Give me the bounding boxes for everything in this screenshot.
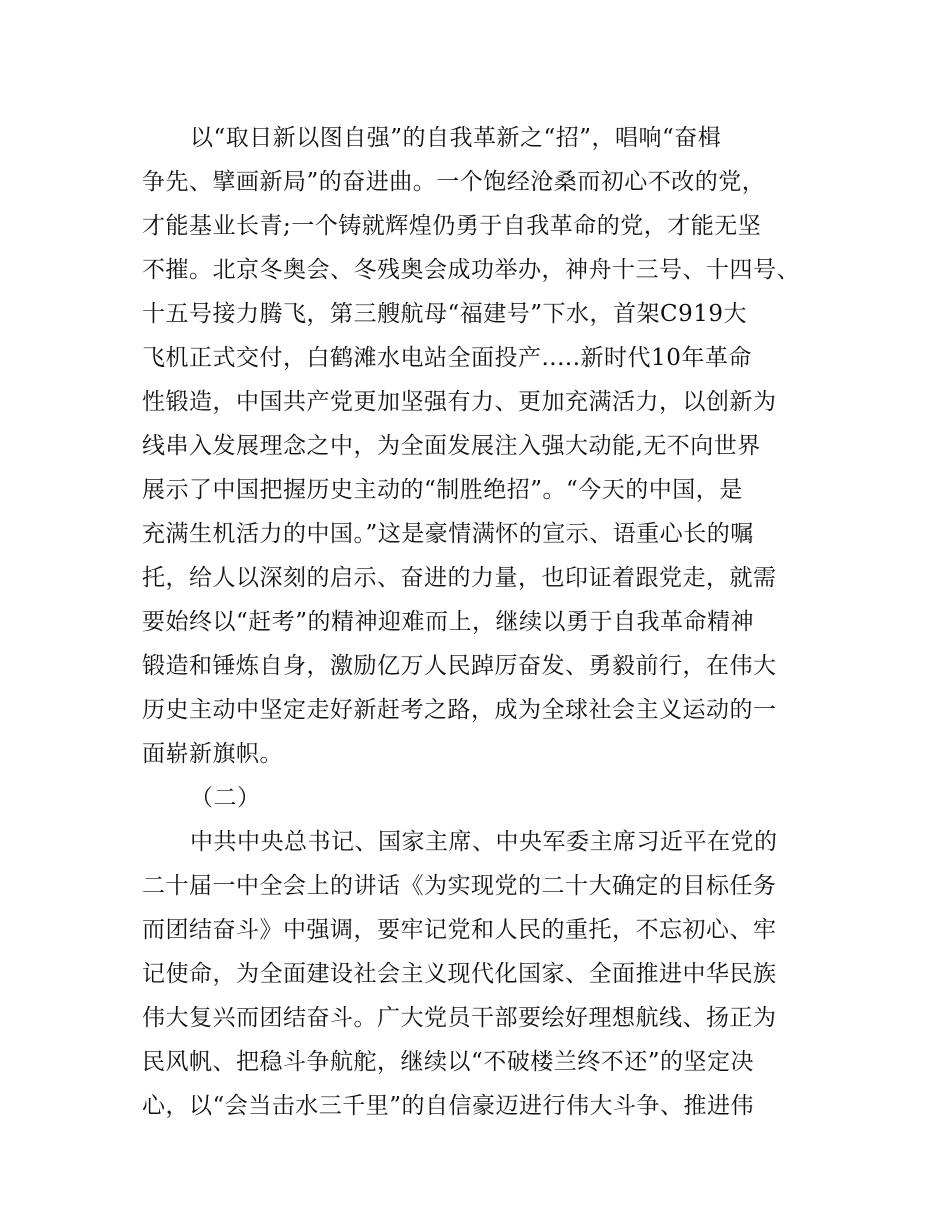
text-line: 面崭新旗帜。 bbox=[142, 741, 283, 767]
text-line: 伟大复兴而团结奋斗。广大党员干部要绘好理想航线、扬正为 bbox=[142, 1005, 777, 1031]
text-line: 记使命，为全面建设社会主义现代化国家、全面推进中华民族 bbox=[142, 961, 777, 987]
text-line: 不摧。北京冬奥会、冬残奥会成功举办，神舟十三号、十四号、 bbox=[142, 257, 800, 283]
text-line: 线串入发展理念之中，为全面发展注入强大动能,无不向世界 bbox=[142, 433, 761, 459]
text-line: 充满生机活力的中国。”这是豪情满怀的宣示、语重心长的嘱 bbox=[142, 521, 754, 547]
text-line: 性锻造，中国共产党更加坚强有力、更加充满活力，以创新为 bbox=[142, 389, 777, 415]
text-line: 争先、擘画新局”的奋进曲。一个饱经沧桑而初心不改的党， bbox=[142, 169, 766, 195]
text-line: 托，给人以深刻的启示、奋进的力量，也印证着跟党走，就需 bbox=[142, 565, 777, 591]
text-line: 锻造和锤炼自身，激励亿万人民踔厉奋发、勇毅前行，在伟大 bbox=[142, 653, 777, 679]
section-heading-block bbox=[142, 776, 822, 820]
text-line: 飞机正式交付，白鹤滩水电站全面投产.....新时代10年革命 bbox=[142, 345, 752, 371]
paragraph-1 bbox=[142, 116, 822, 776]
text-line: 而团结奋斗》中强调，要牢记党和人民的重托，不忘初心、牢 bbox=[142, 917, 777, 943]
text-line: 以“取日新以图自强”的自我革新之“招”，唱响“奋楫 bbox=[190, 125, 722, 151]
text-line: 十五号接力腾飞，第三艘航母“福建号”下水，首架C919大 bbox=[142, 301, 748, 327]
text-line: 民风帆、把稳斗争航舵，继续以“不破楼兰终不还”的坚定决 bbox=[142, 1049, 755, 1075]
document-body bbox=[142, 116, 822, 1128]
text-line: 要始终以“赶考”的精神迎难而上，继续以勇于自我革命精神 bbox=[142, 609, 755, 635]
text-line: 心，以“会当击水三千里”的自信豪迈进行伟大斗争、推进伟 bbox=[142, 1093, 755, 1119]
text-line: 二十届一中全会上的讲话《为实现党的二十大确定的目标任务 bbox=[142, 873, 777, 899]
text-line: 历史主动中坚定走好新赶考之路，成为全球社会主义运动的一 bbox=[142, 697, 777, 723]
text-line: 中共中央总书记、国家主席、中央军委主席习近平在党的 bbox=[190, 829, 778, 855]
text-line: 才能基业长青;一个铸就辉煌仍勇于自我革命的党，才能无坚 bbox=[142, 213, 762, 239]
paragraph-2 bbox=[142, 820, 822, 1128]
section-heading: （二） bbox=[190, 785, 261, 811]
text-line: 展示了中国把握历史主动的“制胜绝招”。“今天的中国，是 bbox=[142, 477, 743, 503]
